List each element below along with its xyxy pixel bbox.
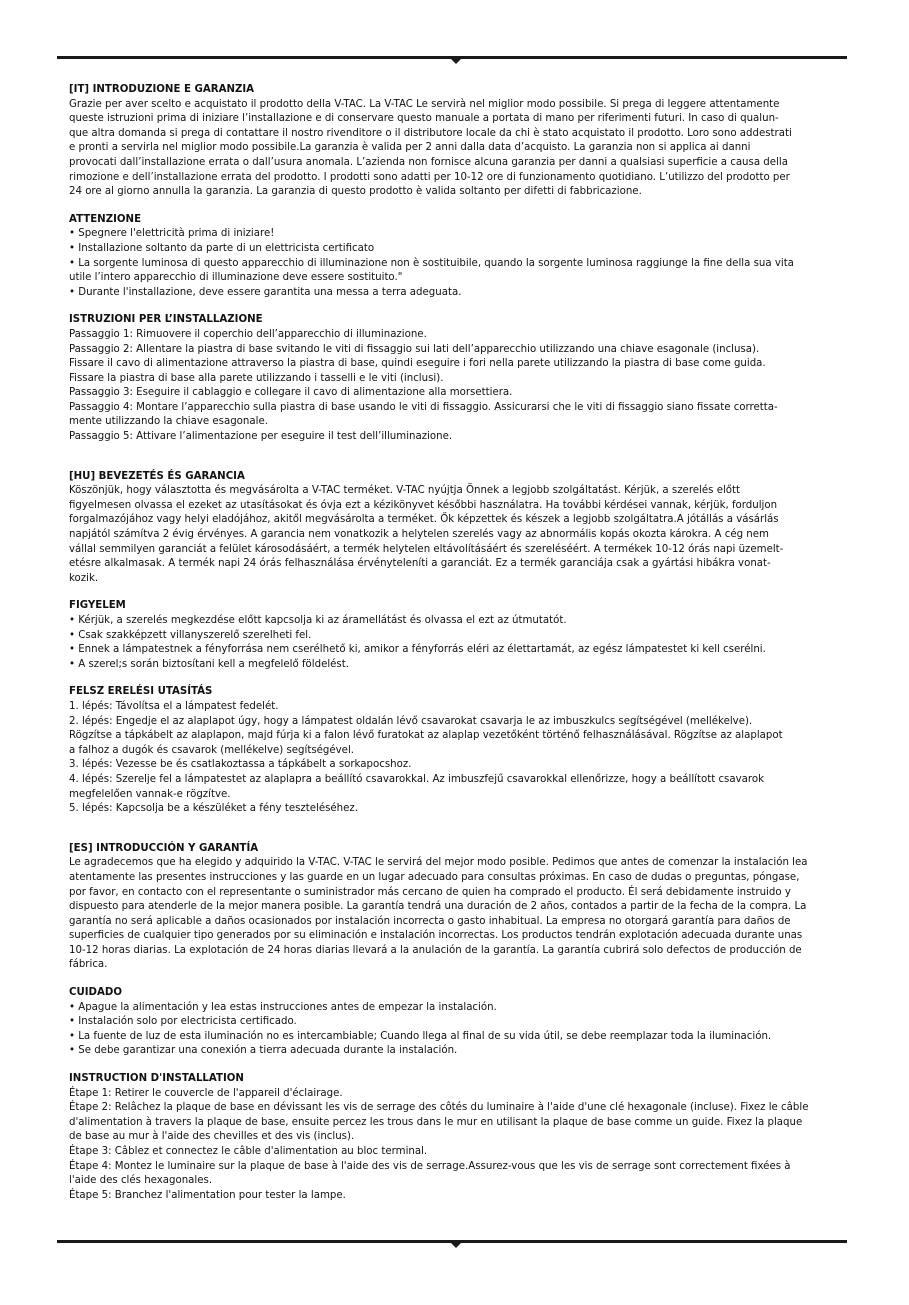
it-install-step: mente utilizzando la chiave esagonale. — [69, 416, 268, 428]
it-intro-line: queste istruzioni prima di iniziare l’installazione e di conservare questo manuale a portata di mano per riferimenti futuri. In caso di qualun- — [69, 113, 779, 125]
section-it — [69, 83, 840, 445]
it-warning-item: • Durante l'installazione, deve essere garantita una messa a terra adeguata. — [69, 286, 462, 298]
bottom-divider-notch — [450, 1242, 462, 1248]
it-intro-line: que altra domanda si prega di contattare il nostro rivenditore o il distributore locale da chi è stato acquistato il prodotto. Loro sono addestrati — [69, 127, 792, 139]
hu-install-heading: FELSZ ERELÉSI UTASÍTÁS — [69, 686, 213, 698]
it-intro-line: e pronti a servirla nel miglior modo possibile.La garanzia è valida per 2 anni dalla data d’acquisto. La garanzia non si applica ai danni — [69, 142, 751, 154]
es-intro-line: dispuesto para atenderle de la mejor manera posible. La garantía tendrá una duración de 2 años, contados a partir de la fecha de la compra. La — [69, 901, 807, 913]
it-warning-item: • La sorgente luminosa di questo apparecchio di illuminazione non è sostituibile, quando la sorgente luminosa raggiunge la fine della sua vita — [69, 257, 794, 269]
it-warning-item: utile l’intero apparecchio di illuminazione deve essere sostituito." — [69, 272, 403, 284]
hu-install-step: megfelelően vannak-e rögzítve. — [69, 788, 231, 800]
es-heading: [ES] INTRODUCCIÓN Y GARANTÍA — [69, 842, 259, 854]
es-intro-line: atentamente las presentes instrucciones y las guarde en un lugar adecuado para consultas próximas. En caso de dudas o preguntas, póngase, — [69, 871, 800, 883]
es-intro-line: 10-12 horas diarias. La explotación de 24 horas diarias llevará a la anulación de la garantía. La garantía cubrirá solo defectos de producción de — [69, 944, 802, 956]
hu-install-step: 5. lépés: Kapcsolja be a készüléket a fény teszteléséhez. — [69, 803, 358, 815]
es-intro-line: Le agradecemos que ha elegido y adquirido la V-TAC. V-TAC le servirá del mejor modo posible. Pedimos que antes de comenzar la instalación lea — [69, 857, 808, 869]
it-intro-line: provocati dall’installazione errata o dall’usura anomala. L’azienda non fornisce alcuna garanzia per danni a qualsiasi superficie a causa della — [69, 156, 788, 168]
es-install-step: de base au mur à l'aide des chevilles et des vis (inclus). — [69, 1131, 355, 1143]
it-install-step: Passaggio 4: Montare l’apparecchio sulla piastra di base usando le viti di fissaggio. Assicurarsi che le viti di fissaggio siano fissate corretta- — [69, 401, 778, 413]
es-install-step: Étape 5: Branchez l'alimentation pour tester la lampe. — [69, 1189, 346, 1201]
es-install-step: Étape 3: Câblez et connectez le câble d'alimentation au bloc terminal. — [69, 1146, 428, 1157]
section-es — [69, 842, 840, 1204]
es-intro-line: garantía no será aplicable a daños ocasionados por instalación incorrecta o gasto inhabitual. La empresa no otorgará garantía para daños de — [69, 915, 791, 927]
es-warning-item: • Instalación solo por electricista certificado. — [69, 1016, 297, 1028]
it-install-step: Fissare la piastra di base alla parete utilizzando i tasselli e le viti (inclusi). — [69, 372, 444, 384]
hu-intro-line: napjától számítva 2 évig érvényes. A garancia nem vonatkozik a helytelen szerelés vagy az abnormális kopás okozta károkra. A cég nem — [69, 529, 769, 541]
hu-warning-item: • A szerel;s során biztosítani kell a megfelelő földelést. — [69, 658, 349, 670]
es-warning-item: • La fuente de luz de esta iluminación no es intercambiable; Cuando llega al final de su vida útil, se debe reemplazar toda la iluminación. — [69, 1030, 772, 1042]
hu-install-step: 3. lépés: Vezesse be és csatlakoztassa a tápkábelt a sorkapocshoz. — [69, 759, 412, 771]
hu-warning-item: • Kérjük, a szerelés megkezdése előtt kapcsolja ki az áramellátást és olvassa el ezt az útmutatót. — [69, 615, 567, 626]
it-warning-item: • Spegnere l'elettricità prima di iniziare! — [69, 228, 275, 240]
it-install-step: Fissare il cavo di alimentazione attraverso la piastra di base, quindi eseguire i fori nella parete utilizzando la piastra di base come guida. — [69, 358, 766, 370]
es-intro-line: superficies de cualquier tipo generados por su eliminación e instalación incorrectas. Los productos tendrán explotación adecuada durante unas — [69, 930, 803, 942]
hu-heading: [HU] BEVEZETÉS ÉS GARANCIA — [69, 470, 245, 482]
es-warning-item: • Apague la alimentación y lea estas instrucciones antes de empezar la instalación. — [69, 1001, 497, 1013]
es-install-step: Étape 2: Relâchez la plaque de base en dévissant les vis de serrage des côtés du luminaire à l'aide d'une clé hexagonale (incluse). Fixez le câble — [69, 1102, 809, 1114]
es-install-heading: INSTRUCTION D'INSTALLATION — [69, 1073, 244, 1085]
hu-intro-line: Köszönjük, hogy választotta és megvásárolta a V-TAC terméket. V-TAC nyújtja Önnek a legjobb szolgáltatást. Kérjük, a szerelés előtt — [69, 485, 741, 497]
it-intro-line: Grazie per aver scelto e acquistato il prodotto della V-TAC. La V-TAC Le servirà nel miglior modo possibile. Si prega di leggere attentamente — [69, 98, 780, 110]
hu-warning-item: • Ennek a lámpatestnek a fényforrása nem cserélhető ki, amikor a fényforrás eléri az élettartamát, az egész lámpatestet ki kell cserélni. — [69, 644, 766, 656]
it-install-step: Passaggio 1: Rimuovere il coperchio dell’apparecchio di illuminazione. — [69, 328, 427, 340]
es-install-step: d'alimentation à travers la plaque de base, ensuite percez les trous dans le mur en utilisant la plaque de base comme un guide. Fixez la plaque — [69, 1116, 803, 1128]
it-install-step: Passaggio 5: Attivare l’alimentazione per eseguire il test dell’illuminazione. — [69, 431, 453, 443]
hu-install-step: 1. lépés: Távolítsa el a lámpatest fedelét. — [69, 700, 279, 712]
es-warning-heading: CUIDADO — [69, 987, 122, 999]
hu-install-step: Rögzítse a tápkábelt az alaplapon, majd fúrja ki a falon lévő furatokat az alaplap vezetőként történő felhasználásával. Rögzítse az alaplapot — [69, 730, 783, 742]
es-intro-line: fábrica. — [69, 959, 108, 971]
section-hu — [69, 470, 840, 817]
hu-install-step: a falhoz a dugók és csavarok (mellékelve) segítségével. — [69, 744, 355, 756]
it-install-heading: ISTRUZIONI PER L’INSTALLAZIONE — [69, 314, 263, 326]
it-install-step: Passaggio 3: Eseguire il cablaggio e collegare il cavo di alimentazione alla morsettiera. — [69, 387, 513, 399]
hu-intro-line: kozik. — [69, 572, 99, 584]
hu-intro-line: etésre alkalmasak. A termék napi 24 órás felhasználása érvényteleníti a garanciát. Ez a termék garanciája csak a gyártási hibákra vonat- — [69, 558, 771, 570]
hu-intro-line: figyelmesen olvassa el ezeket az utasításokat és óvja ezt a kézikönyvet későbbi használatra. Ha további kérdései vannak, kérjük, forduljon — [69, 499, 778, 511]
hu-install-step: 2. lépés: Engedje el az alaplapot úgy, hogy a lámpatest oldalán lévő csavarokat csavarja le az imbuszkulcs segítségével (mellékelve). — [69, 715, 753, 727]
it-warning-heading: ATTENZIONE — [69, 213, 142, 225]
es-install-step: l'aide des clés hexagonales. — [69, 1175, 213, 1187]
it-warning-item: • Installazione soltanto da parte di un elettricista certificato — [69, 242, 375, 254]
hu-intro-line: forgalmazójához vagy helyi eladójához, akitől megvásárolta a terméket. Ők képzettek és készek a legjobb szolgáltatra.A jótállás a vásárlás — [69, 514, 779, 526]
it-heading: [IT] INTRODUZIONE E GARANZIA — [69, 84, 255, 95]
top-divider-notch — [450, 58, 462, 64]
it-intro-line: rimozione e dell’installazione errata del prodotto. I prodotti sono adatti per 10-12 ore di funzionamento quotidiano. L’utilizzo del prodotto per — [69, 171, 790, 183]
es-intro-line: por favor, en contacto con el representante o suministrador más cercano de quien ha comprado el producto. Él será debidamente instruido y — [69, 886, 791, 898]
hu-warning-item: • Csak szakképzett villanyszerelő szerelheti fel. — [69, 629, 312, 641]
it-intro-line: 24 ore al giorno annulla la garanzia. La garanzia di questo prodotto è valida soltanto per difetti di fabbricazione. — [69, 186, 642, 198]
hu-intro-line: vállal semmilyen garanciát a felület károsodásáért, a termék helytelen eltávolításáért és szereléséért. A termékek 10-12 órás napi üzemelt- — [69, 543, 784, 555]
document-body — [69, 83, 840, 1203]
hu-install-step: 4. lépés: Szerelje fel a lámpatestet az alaplapra a beállító csavarokkal. Az imbuszfejű csavarokkal ellenőrizze, hogy a beállított csavarok — [69, 773, 764, 785]
it-install-step: Passaggio 2: Allentare la piastra di base svitando le viti di fissaggio sui lati dell’apparecchio utilizzando una chiave esagonale (inclusa). — [69, 343, 760, 355]
hu-warning-heading: FIGYELEM — [69, 600, 126, 612]
es-warning-item: • Se debe garantizar una conexión a tierra adecuada durante la instalación. — [69, 1045, 458, 1057]
es-install-step: Étape 1: Retirer le couvercle de l'appareil d'éclairage. — [69, 1087, 343, 1099]
es-install-step: Étape 4: Montez le luminaire sur la plaque de base à l'aide des vis de serrage.Assurez-vous que les vis de serrage sont correctement fixées à — [69, 1160, 791, 1172]
